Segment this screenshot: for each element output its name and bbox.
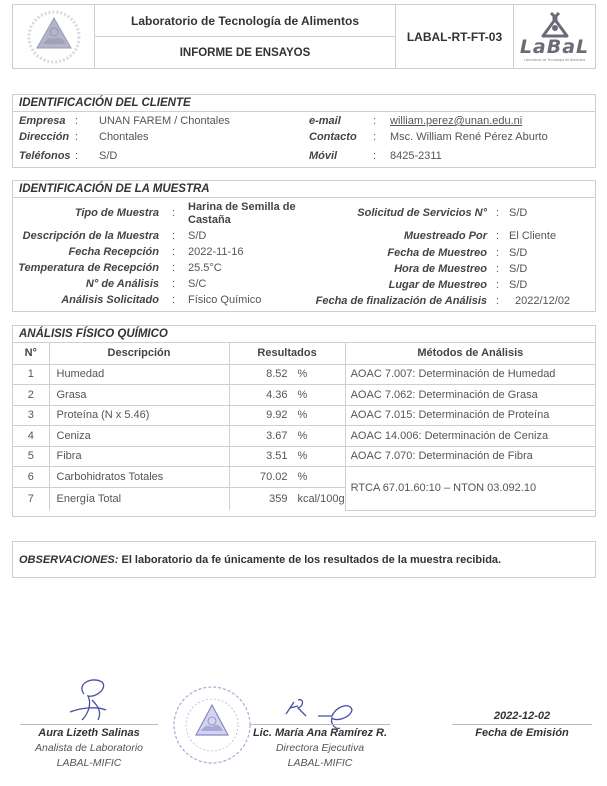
field-label: Análisis Solicitado bbox=[61, 294, 159, 306]
result-value: 9.92 bbox=[266, 409, 288, 422]
field-label: Fecha de finalización de Análisis bbox=[315, 295, 487, 307]
sample-reception-date-field: Fecha Recepción : 2022-11-16 bbox=[68, 246, 244, 258]
sampled-by-field: Muestreado Por : El Cliente bbox=[403, 230, 557, 242]
service-request-field: Solicitud de Servicios N° : S/D bbox=[357, 207, 528, 219]
result-value: 359 bbox=[269, 492, 288, 505]
row-description: Fibra bbox=[49, 446, 229, 467]
table-row bbox=[13, 385, 595, 406]
row-number: 7 bbox=[13, 487, 49, 510]
field-value: 8425-2311 bbox=[390, 150, 442, 162]
row-method: AOAC 7.015: Determinación de Proteína bbox=[345, 405, 595, 426]
client-mobile-field: Móvil : 8425-2311 bbox=[309, 150, 442, 162]
client-phone-field: Teléfonos : S/D bbox=[19, 150, 118, 162]
row-description: Proteína (N x 5.46) bbox=[49, 405, 229, 426]
row-number: 4 bbox=[13, 426, 49, 447]
results-table bbox=[13, 343, 595, 511]
analysis-section bbox=[12, 325, 596, 517]
row-number: 5 bbox=[13, 446, 49, 467]
field-value: Chontales bbox=[99, 131, 149, 143]
row-description: Grasa bbox=[49, 385, 229, 406]
labal-subtitle: Laboratorio de Tecnología de Alimentos bbox=[523, 57, 586, 62]
table-row bbox=[13, 405, 595, 426]
field-label: Móvil bbox=[309, 150, 338, 162]
table-row bbox=[13, 467, 595, 488]
client-section bbox=[12, 94, 596, 168]
field-value: UNAN FAREM / Chontales bbox=[99, 115, 230, 127]
field-label: Lugar de Muestreo bbox=[388, 279, 487, 291]
signature-line-director bbox=[250, 724, 390, 725]
result-unit: kcal/100g bbox=[297, 492, 345, 505]
field-value: El Cliente bbox=[509, 230, 557, 242]
field-value: S/D bbox=[509, 247, 528, 259]
table-row bbox=[13, 446, 595, 467]
row-result bbox=[229, 364, 345, 385]
result-unit: % bbox=[297, 388, 308, 401]
observations-label: OBSERVACIONES: bbox=[19, 554, 119, 566]
row-number: 1 bbox=[13, 364, 49, 385]
field-label: Fecha de Muestreo bbox=[387, 247, 487, 259]
field-value: S/D bbox=[188, 230, 207, 242]
director-org: LABAL-MIFIC bbox=[287, 757, 353, 769]
field-value: S/D bbox=[509, 279, 528, 291]
issue-date-label: Fecha de Emisión bbox=[475, 727, 569, 739]
row-result bbox=[229, 385, 345, 406]
row-result bbox=[229, 405, 345, 426]
row-description: Energía Total bbox=[49, 487, 229, 510]
result-value: 4.36 bbox=[266, 388, 288, 401]
sample-section-title: IDENTIFICACIÓN DE LA MUESTRA bbox=[13, 181, 595, 198]
client-contact-field: Contacto : Msc. William René Pérez Aburto bbox=[309, 131, 548, 143]
client-company-field: Empresa : UNAN FAREM / Chontales bbox=[19, 115, 230, 127]
field-value: 25.5°C bbox=[188, 262, 222, 274]
director-role: Directora Ejecutiva bbox=[275, 742, 365, 754]
observations-text: El laboratorio da fe únicamente de los resultados de la muestra recibida. bbox=[118, 554, 502, 566]
field-label: Empresa bbox=[19, 115, 66, 127]
row-result bbox=[229, 446, 345, 467]
row-method: AOAC 7.062: Determinación de Grasa bbox=[345, 385, 595, 406]
field-label: Dirección bbox=[19, 131, 70, 143]
field-label: e-mail bbox=[309, 115, 341, 127]
column-header-results: Resultados bbox=[229, 343, 345, 364]
row-result bbox=[229, 487, 345, 510]
official-stamp-icon bbox=[170, 683, 254, 767]
row-number: 3 bbox=[13, 405, 49, 426]
field-value: Físico Químico bbox=[188, 294, 262, 306]
row-description: Humedad bbox=[49, 364, 229, 385]
document-code: LABAL-RT-FT-03 bbox=[396, 5, 514, 68]
field-value: 2022-11-16 bbox=[188, 246, 244, 258]
field-label: Temperatura de Recepción bbox=[18, 262, 159, 274]
result-value: 3.67 bbox=[266, 429, 288, 442]
result-unit: % bbox=[297, 429, 308, 442]
field-label: Contacto bbox=[309, 131, 357, 143]
labal-logo bbox=[514, 5, 595, 68]
field-label: Tipo de Muestra bbox=[74, 207, 159, 219]
result-unit: % bbox=[297, 368, 308, 381]
field-value-line1: Harina de Semilla de bbox=[188, 201, 296, 213]
field-value: S/D bbox=[509, 207, 528, 219]
client-address-field: Dirección : Chontales bbox=[19, 131, 149, 143]
analysis-section-title: ANÁLISIS FÍSICO QUÍMICO bbox=[13, 326, 595, 343]
analyst-role: Analista de Laboratorio bbox=[35, 742, 143, 754]
column-header-methods: Métodos de Análisis bbox=[345, 343, 595, 364]
field-value: 2022/12/02 bbox=[515, 295, 571, 307]
sample-reception-temp-field: Temperatura de Recepción : 25.5°C bbox=[18, 262, 222, 274]
field-value: S/C bbox=[188, 278, 207, 290]
analysis-completion-date-field: Fecha de finalización de Análisis : 2022/12/02 bbox=[315, 295, 571, 307]
field-value-line2: Castaña bbox=[188, 214, 231, 226]
sampling-date-field: Fecha de Muestreo : S/D bbox=[387, 247, 528, 259]
result-value: 3.51 bbox=[266, 450, 288, 463]
result-unit: % bbox=[297, 470, 308, 483]
analyst-name: Aura Lizeth Salinas bbox=[38, 727, 140, 739]
field-value: S/D bbox=[509, 263, 528, 275]
flask-icon bbox=[540, 12, 570, 38]
signature-director-icon bbox=[280, 692, 370, 732]
row-description: Ceniza bbox=[49, 426, 229, 447]
row-result bbox=[229, 467, 345, 488]
signature-line-analyst bbox=[20, 724, 158, 725]
row-method: AOAC 14.006: Determinación de Ceniza bbox=[345, 426, 595, 447]
sampling-time-field: Hora de Muestreo : S/D bbox=[394, 263, 528, 275]
field-value: Msc. William René Pérez Aburto bbox=[390, 131, 548, 143]
document-header bbox=[12, 4, 596, 69]
row-description: Carbohidratos Totales bbox=[49, 467, 229, 488]
table-row bbox=[13, 364, 595, 385]
field-value: S/D bbox=[99, 150, 118, 162]
sampling-place-field: Lugar de Muestreo : S/D bbox=[388, 279, 528, 291]
result-value: 8.52 bbox=[266, 368, 288, 381]
field-label: Teléfonos bbox=[19, 150, 71, 162]
row-number: 2 bbox=[13, 385, 49, 406]
lab-name: Laboratorio de Tecnología de Alimentos bbox=[130, 13, 360, 28]
field-label: N° de Análisis bbox=[85, 278, 159, 290]
column-header-description: Descripción bbox=[49, 343, 229, 364]
client-email-field: e-mail : william.perez@unan.edu.ni bbox=[309, 115, 523, 127]
field-label: Muestreado Por bbox=[403, 230, 487, 242]
table-header-row bbox=[13, 343, 595, 364]
row-method-merged: RTCA 67.01.60:10 – NTON 03.092.10 bbox=[345, 467, 595, 511]
sample-description-field: Descripción de la Muestra : S/D bbox=[22, 230, 207, 242]
column-header-number: N° bbox=[13, 343, 49, 364]
table-row bbox=[13, 426, 595, 447]
client-section-title: IDENTIFICACIÓN DEL CLIENTE bbox=[13, 95, 595, 112]
row-method: AOAC 7.070: Determinación de Fibra bbox=[345, 446, 595, 467]
report-title: INFORME DE ENSAYOS bbox=[95, 36, 395, 68]
email-link[interactable]: william.perez@unan.edu.ni bbox=[390, 115, 523, 127]
field-label: Hora de Muestreo bbox=[394, 263, 487, 275]
nicaragua-coat-of-arms-logo bbox=[13, 5, 95, 68]
result-unit: % bbox=[297, 450, 308, 463]
issue-date-line bbox=[452, 724, 592, 725]
result-value: 70.02 bbox=[259, 470, 288, 483]
field-label: Fecha Recepción bbox=[68, 246, 159, 258]
result-unit: % bbox=[297, 409, 308, 422]
signature-analyst-icon bbox=[62, 676, 122, 726]
director-name: Lic. María Ana Ramírez R. bbox=[252, 727, 388, 739]
row-method: AOAC 7.007: Determinación de Humedad bbox=[345, 364, 595, 385]
sample-section bbox=[12, 180, 596, 312]
field-label: Solicitud de Servicios N° bbox=[357, 207, 487, 219]
field-label: Descripción de la Muestra bbox=[22, 230, 159, 242]
sample-type-field: Tipo de Muestra : Harina de Semilla de Castaña bbox=[74, 201, 296, 226]
observations-box bbox=[12, 541, 596, 578]
sample-requested-analysis-field: Análisis Solicitado : Físico Químico bbox=[61, 294, 262, 306]
issue-date: 2022-12-02 bbox=[493, 710, 551, 722]
labal-wordmark: LaBaL bbox=[519, 35, 590, 58]
row-result bbox=[229, 426, 345, 447]
coat-of-arms-icon bbox=[23, 8, 85, 66]
row-number: 6 bbox=[13, 467, 49, 488]
sample-analysis-number-field: N° de Análisis : S/C bbox=[85, 278, 207, 290]
analyst-org: LABAL-MIFIC bbox=[56, 757, 122, 769]
